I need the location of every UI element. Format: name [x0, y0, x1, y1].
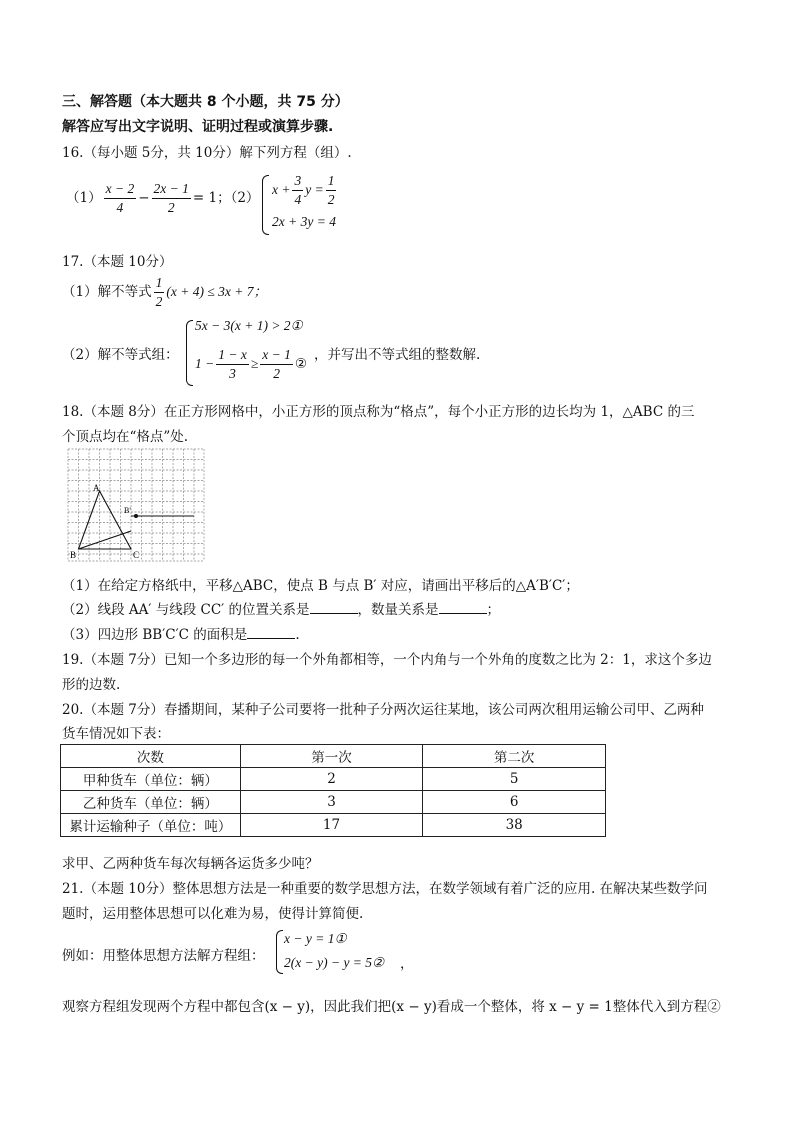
q16-brace	[262, 175, 269, 235]
table-header-cell: 第二次	[423, 745, 606, 768]
table-cell: 2	[240, 768, 423, 791]
q18-sub2: （2）线段 AA′ 与线段 CC′ 的位置关系是 ，数量关系是 ；	[62, 602, 501, 618]
table-row	[61, 814, 606, 837]
q19-line2: 形的边数.	[62, 677, 121, 693]
q21-eq1: x − y = 1①	[284, 931, 347, 946]
table-cell: 6	[423, 791, 606, 814]
q18-grid-figure	[66, 447, 206, 563]
q19-line1: 19.（本题 7分）已知一个多边形的每一个外角都相等，一个内角与一个外角的度数之比为 2：1，求这个多边	[62, 652, 712, 668]
section-instruction: 解答应写出文字说明、证明过程或演算步骤.	[62, 119, 334, 135]
table-cell: 甲种货车（单位：辆）	[61, 768, 241, 791]
answer-blank-3[interactable]	[247, 626, 295, 639]
q17-ineq1: 5x − 3(x + 1) > 2①	[195, 318, 303, 333]
q20-table	[60, 744, 606, 837]
q21-line1: 21.（本题 10分）整体思想方法是一种重要的数学思想方法，在数学领域有着广泛的应用. 在解决某些数学问	[62, 881, 708, 897]
table-cell: 累计运输种子（单位：吨）	[61, 814, 241, 837]
q16-sys-eq1: x + $\frac{3}{4}$ y = $\frac{1}{2}$	[272, 173, 335, 208]
table-header-cell: 次数	[61, 745, 241, 768]
table-cell: 38	[423, 814, 606, 837]
q17-ineq2: 1 − $\frac{1 - x}{3}$ ≥ $\frac{x - 1}{2}$ ②	[195, 347, 307, 382]
table-row	[61, 791, 606, 814]
label-c: C	[133, 550, 140, 560]
q17-part2-label: （2）解不等式组：	[62, 347, 179, 363]
q21-line2: 题时，运用整体思想可以化难为易，使得计算简便.	[62, 906, 364, 922]
section-title: 三、解答题（本大题共 8 个小题，共 75 分）	[62, 94, 349, 110]
q18-sub3: （3）四边形 BB′C′C 的面积是 .	[62, 627, 300, 643]
q17-brace	[186, 320, 193, 386]
q17-part1: （1）解不等式 $\frac{1}{2}$ (x + 4) ≤ 3x + 7；	[62, 275, 267, 309]
q18-sub1: （1）在给定方格纸中，平移△ABC，使点 B 与点 B′ 对应，请画出平移后的△A′B′C′；	[62, 578, 579, 594]
table-cell: 5	[423, 768, 606, 791]
point-b-prime	[134, 514, 138, 518]
q18-line2: 个顶点均在“格点”处.	[62, 429, 189, 445]
q18-line1: 18.（本题 8分）在正方形网格中，小正方形的顶点称为“格点”，每个小正方形的边长均为 1，△ABC 的三	[62, 404, 695, 420]
table-cell: 乙种货车（单位：辆）	[61, 791, 241, 814]
q21-observation: 观察方程组发现两个方程中都包含(x − y)，因此我们把(x − y)看成一个整体，将 x − y = 1整体代入到方程②	[62, 999, 721, 1015]
answer-blank-1[interactable]	[310, 601, 358, 614]
label-b-prime: B'	[124, 506, 131, 515]
q17-header: 17.（本题 10分）	[62, 254, 173, 270]
table-cell: 3	[240, 791, 423, 814]
table-header-row	[61, 745, 606, 768]
answer-blank-2[interactable]	[439, 601, 487, 614]
q16-header: 16.（每小题 5分，共 10分）解下列方程（组）.	[62, 145, 352, 161]
q20-line2: 货车情况如下表：	[62, 726, 170, 742]
q17-tail: ，并写出不等式组的整数解.	[314, 347, 481, 363]
triangle-abc	[79, 491, 132, 549]
q20-line1: 20.（本题 7分）春播期间，某种子公司要将一批种子分两次运往某地，该公司两次租用运输公司甲、乙两种	[62, 702, 704, 718]
q16-part1: （1） $\frac{x - 2}{4}$ − $\frac{2x - 1}{2}$ = 1；（2）	[66, 181, 260, 215]
table-cell: 17	[240, 814, 423, 837]
label-a: A	[93, 483, 100, 493]
q20-question: 求甲、乙两种货车每次每辆各运货多少吨？	[62, 856, 319, 872]
q21-brace	[276, 930, 283, 974]
q21-eq2: 2(x − y) − y = 5②	[284, 955, 385, 970]
grid-lines	[68, 449, 204, 561]
q16-sys-eq2: 2x + 3y = 4	[272, 214, 336, 229]
label-b: B	[70, 550, 77, 560]
q21-example: 例如：用整体思想方法解方程组：	[62, 948, 265, 964]
table-row	[61, 768, 606, 791]
table-header-cell: 第一次	[240, 745, 423, 768]
q21-comma: ，	[400, 956, 414, 972]
